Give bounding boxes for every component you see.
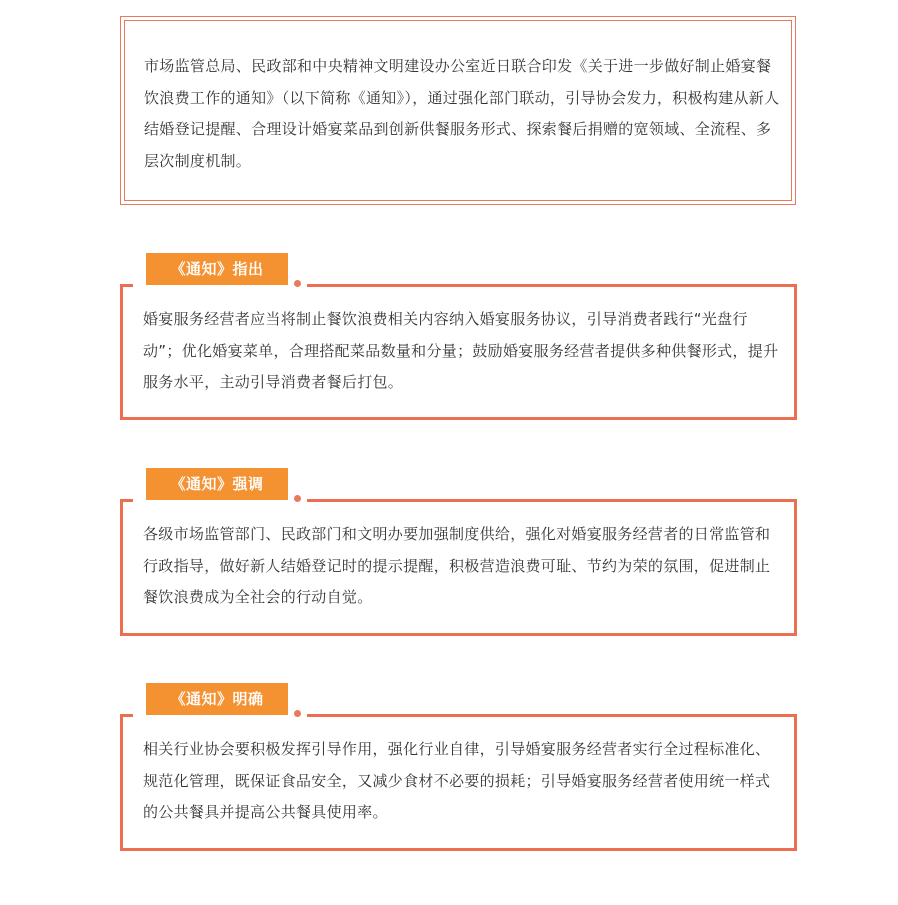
- section-box: [120, 499, 797, 636]
- section-tag: 《通知》明确: [146, 683, 288, 715]
- section-box: [120, 284, 797, 420]
- section-box: [120, 714, 797, 851]
- tag-dot: [294, 710, 301, 717]
- section-tag: 《通知》指出: [146, 253, 288, 285]
- section-tag: 《通知》强调: [146, 468, 288, 500]
- tag-dot: [294, 495, 301, 502]
- section-paragraph: 相关行业协会要积极发挥引导作用，强化行业自律，引导婚宴服务经营者实行全过程标准化、规范化管理，既保证食品安全，又减少食材不必要的损耗；引导婚宴服务经营者使用统一样式的公共餐具并提高公共餐具使用率。: [143, 740, 771, 821]
- section-paragraph: 各级市场监管部门、民政部门和文明办要加强制度供给，强化对婚宴服务经营者的日常监管和行政指导，做好新人结婚登记时的提示提醒，积极营造浪费可耻、节约为荣的氛围，促进制止餐饮浪费成为全社会的行动自觉。: [143, 525, 771, 606]
- tag-dot: [294, 280, 301, 287]
- section-paragraph: 婚宴服务经营者应当将制止餐饮浪费相关内容纳入婚宴服务协议，引导消费者践行“光盘行动”；优化婚宴菜单，合理搭配菜品数量和分量；鼓励婚宴服务经营者提供多种供餐形式，提升服务水平，主动引导消费者餐后打包。: [143, 310, 779, 391]
- intro-paragraph: 市场监管总局、民政部和中央精神文明建设办公室近日联合印发《关于进一步做好制止婚宴餐饮浪费工作的通知》（以下简称《通知》），通过强化部门联动，引导协会发力，积极构建从新人结婚登记提醒、合理设计婚宴菜品到创新供餐服务形式、探索餐后捐赠的宽领域、全流程、多层次制度机制。: [144, 57, 780, 170]
- intro-box: [120, 16, 796, 205]
